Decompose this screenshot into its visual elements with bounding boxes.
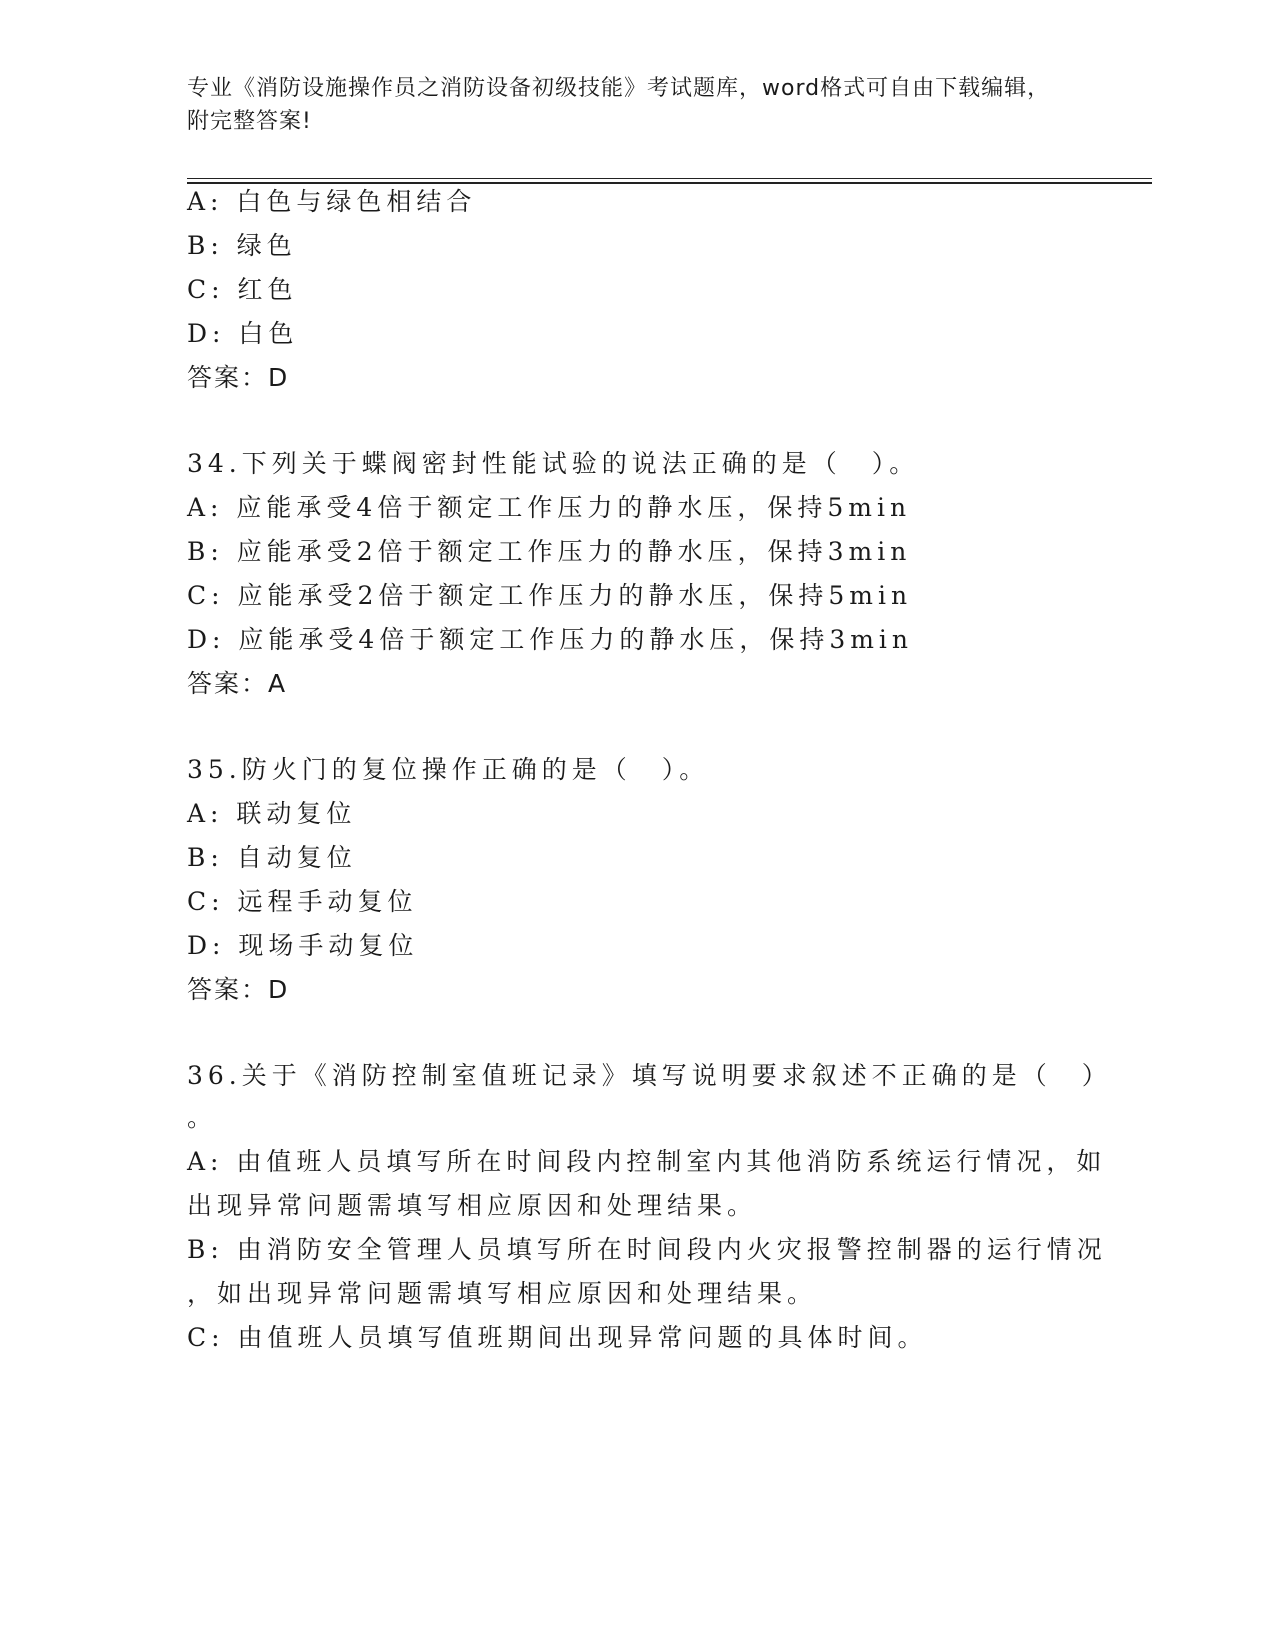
header-divider-bottom <box>187 182 1152 184</box>
document-header: 专业《消防设施操作员之消防设备初级技能》考试题库，word格式可自由下载编辑，附完整答案! <box>187 76 1051 134</box>
q34-stem: 34.下列关于蝶阀密封性能试验的说法正确的是（ ）。 <box>187 449 920 478</box>
q33-option-d: D: 白色 <box>187 319 299 348</box>
header-divider-top <box>187 178 1152 179</box>
q34-answer: 答案：A <box>187 669 288 698</box>
q33-answer: 答案：D <box>187 363 290 392</box>
q36-option-b: B: 由消防安全管理人员填写所在时间段内火灾报警控制器的运行情况 <box>187 1235 1107 1264</box>
q36-stem: 36.关于《消防控制室值班记录》填写说明要求叙述不正确的是（ ） <box>187 1061 1112 1090</box>
q36-option-a-continued: 出现异常问题需填写相应原因和处理结果。 <box>187 1191 758 1220</box>
q35-option-a: A: 联动复位 <box>187 799 357 828</box>
q35-answer: 答案：D <box>187 975 290 1004</box>
q34-option-a: A: 应能承受4倍于额定工作压力的静水压，保持5min <box>187 493 912 522</box>
q35-option-c: C: 远程手动复位 <box>187 887 418 916</box>
q36-option-a: A: 由值班人员填写所在时间段内控制室内其他消防系统运行情况，如 <box>187 1147 1107 1176</box>
q33-option-c: C: 红色 <box>187 275 298 304</box>
q35-option-b: B: 自动复位 <box>187 843 357 872</box>
q34-option-b: B: 应能承受2倍于额定工作压力的静水压，保持3min <box>187 537 912 566</box>
q35-option-d: D: 现场手动复位 <box>187 931 419 960</box>
q36-stem-continued: 。 <box>187 1103 218 1132</box>
q33-option-b: B: 绿色 <box>187 231 297 260</box>
q35-stem: 35.防火门的复位操作正确的是（ ）。 <box>187 755 710 784</box>
q36-option-c: C: 由值班人员填写值班期间出现异常问题的具体时间。 <box>187 1323 928 1352</box>
q33-option-a: A: 白色与绿色相结合 <box>187 187 477 216</box>
q36-option-b-continued: ，如出现异常问题需填写相应原因和处理结果。 <box>187 1279 818 1308</box>
q34-option-c: C: 应能承受2倍于额定工作压力的静水压，保持5min <box>187 581 913 610</box>
q34-option-d: D: 应能承受4倍于额定工作压力的静水压，保持3min <box>187 625 914 654</box>
